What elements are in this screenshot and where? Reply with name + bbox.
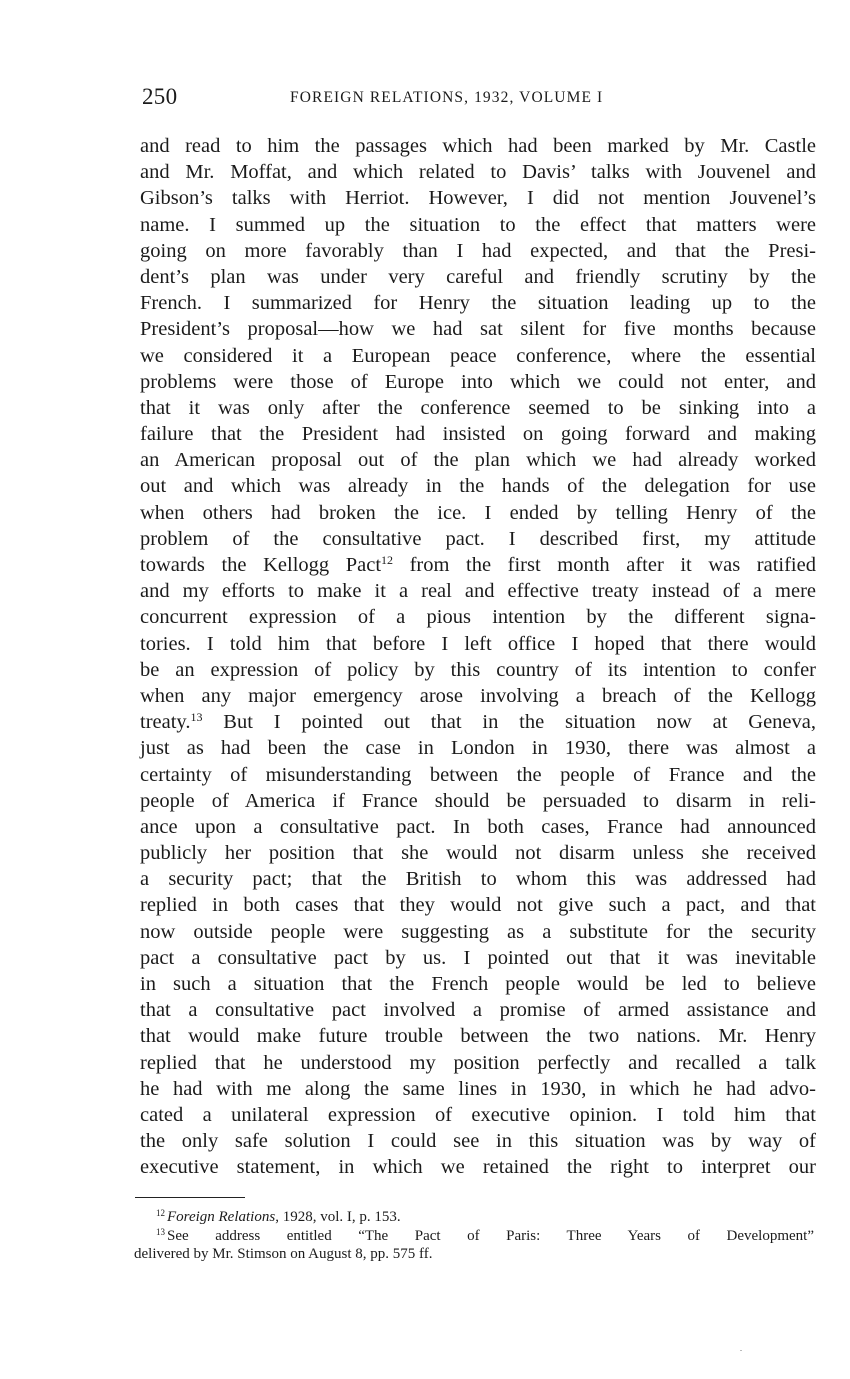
footnote-reference[interactable]: 13: [190, 710, 203, 725]
line-text: that a consultative pact involved a promise of armed assistance and: [140, 999, 816, 1022]
line-text: that it was only after the conference seemed to be sinking into a: [140, 396, 816, 419]
text-line: [140, 578, 816, 604]
text-line: [140, 709, 816, 735]
line-text: a security pact; that the British to whom this was addressed had: [140, 868, 816, 891]
page-number: 250: [142, 84, 178, 109]
text-line: [140, 1050, 816, 1076]
line-text: we considered it a European peace conference, where the essential: [140, 344, 816, 367]
text-line: [140, 631, 816, 657]
line-text: replied that he understood my position perfectly and recalled a talk: [140, 1051, 816, 1074]
footnote-12-title: Foreign Relations: [167, 1209, 276, 1225]
text-line: [140, 316, 816, 342]
line-text: when others had broken the ice. I ended by telling Henry of the: [140, 501, 816, 524]
line-text: and read to him the passages which had been marked by Mr. Castle: [140, 135, 816, 157]
line-text: certainty of misunderstanding between the people of France and the: [140, 763, 816, 786]
text-line: [140, 1128, 816, 1154]
text-line: [140, 788, 816, 814]
line-text: an American proposal out of the plan which we had already worked: [140, 449, 816, 472]
line-text: and my efforts to make it a real and effective treaty instead of a mere: [140, 580, 816, 603]
text-line: [140, 526, 816, 552]
line-text: he had with me along the same lines in 1930, in which he had advo-: [140, 1077, 816, 1100]
footnote-13-line-1: See address entitled “The Pact of Paris: Three Years of Development”: [167, 1227, 814, 1244]
text-line: [140, 945, 816, 971]
text-line: [140, 657, 816, 683]
footnote-rule: [135, 1197, 245, 1198]
line-text-continued: from the first month after it was ratified: [393, 554, 816, 576]
line-text: tories. I told him that before I left office I hoped that there would: [140, 632, 816, 655]
text-line: [140, 604, 816, 630]
line-text: towards the Kellogg Pact: [140, 554, 382, 576]
text-line: [140, 473, 816, 499]
footnote-marker: 13: [156, 1226, 165, 1237]
text-line: [140, 997, 816, 1023]
text-line: [140, 369, 816, 395]
scan-speck: [740, 1350, 742, 1351]
body-text: [140, 133, 816, 1181]
line-text: problems were those of Europe into which we could not enter, and: [140, 370, 816, 393]
text-line: [140, 343, 816, 369]
running-head: [140, 84, 820, 114]
line-text: the only safe solution I could see in this situation was by way of: [140, 1130, 816, 1153]
text-line: [140, 133, 816, 159]
text-line: [140, 1023, 816, 1049]
text-line: [140, 238, 816, 264]
line-text: going on more favorably than I had expected, and that the Presi-: [140, 239, 816, 262]
line-text: cated a unilateral expression of executive opinion. I told him that: [140, 1103, 816, 1126]
footnote-marker: 12: [156, 1208, 165, 1218]
line-text: ance upon a consultative pact. In both cases, France had announced: [140, 815, 816, 838]
footnote-12: [134, 1208, 814, 1227]
line-text: when any major emergency arose involving a breach of the Kellogg: [140, 684, 816, 707]
text-line: [140, 683, 816, 709]
text-line: [140, 1076, 816, 1102]
line-text-continued: But I pointed out that in the situation now at Geneva,: [202, 711, 816, 734]
line-text: problem of the consultative pact. I described first, my attitude: [140, 527, 816, 550]
text-line: [140, 264, 816, 290]
text-line: [140, 1154, 816, 1180]
line-text: executive statement, in which we retained the right to interpret our: [140, 1156, 816, 1179]
text-line: [140, 919, 816, 945]
text-line: [140, 421, 816, 447]
text-line: [140, 212, 816, 238]
text-line: [140, 814, 816, 840]
text-line: [140, 185, 816, 211]
line-text: publicly her position that she would not disarm unless she received: [140, 842, 816, 865]
text-line: [140, 892, 816, 918]
text-line: [140, 395, 816, 421]
line-text: just as had been the case in London in 1930, there was almost a: [140, 737, 816, 760]
line-text: name. I summed up the situation to the effect that matters were: [140, 213, 816, 236]
line-text: in such a situation that the French people would be led to believe: [140, 973, 816, 995]
line-text: French. I summarized for Henry the situation leading up to the: [140, 292, 816, 315]
text-line: [140, 447, 816, 473]
footnote-12-citation: , 1928, vol. I, p. 153.: [275, 1209, 401, 1225]
line-text: now outside people were suggesting as a substitute for the security: [140, 920, 816, 943]
text-line: [140, 762, 816, 788]
line-text: people of America if France should be persuaded to disarm in reli-: [140, 789, 816, 812]
running-title: FOREIGN RELATIONS, 1932, VOLUME I: [290, 89, 604, 106]
text-line: [140, 735, 816, 761]
text-line: [140, 1102, 816, 1128]
line-text: failure that the President had insisted on going forward and making: [140, 423, 816, 446]
line-text: out and which was already in the hands of the delegation for use: [140, 475, 816, 498]
text-line: [140, 866, 816, 892]
line-text: dent’s plan was under very careful and friendly scrutiny by the: [140, 265, 816, 288]
footnote-reference[interactable]: 12: [381, 553, 394, 567]
text-line: [140, 500, 816, 526]
text-line: [140, 159, 816, 185]
line-text: that would make future trouble between the two nations. Mr. Henry: [140, 1025, 816, 1048]
line-text: be an expression of policy by this country of its intention to confer: [140, 658, 816, 681]
line-text: treaty.: [140, 711, 191, 734]
line-text: pact a consultative pact by us. I pointed out that it was inevitable: [140, 946, 816, 969]
line-text: and Mr. Moffat, and which related to Davis’ talks with Jouvenel and: [140, 161, 816, 184]
text-line: [140, 840, 816, 866]
line-text: Gibson’s talks with Herriot. However, I did not mention Jouvenel’s: [140, 187, 816, 210]
text-line: [140, 971, 816, 997]
footnote-13-continued: delivered by Mr. Stimson on August 8, pp. 575 ff.: [134, 1246, 433, 1262]
footnote-13: [134, 1227, 814, 1246]
footnotes: [134, 1208, 814, 1264]
text-line: [140, 290, 816, 316]
line-text: President’s proposal—how we had sat silent for five months because: [140, 318, 816, 341]
line-text: replied in both cases that they would not give such a pact, and that: [140, 894, 816, 917]
text-line: [140, 552, 816, 578]
line-text: concurrent expression of a pious intention by the different signa-: [140, 606, 816, 629]
